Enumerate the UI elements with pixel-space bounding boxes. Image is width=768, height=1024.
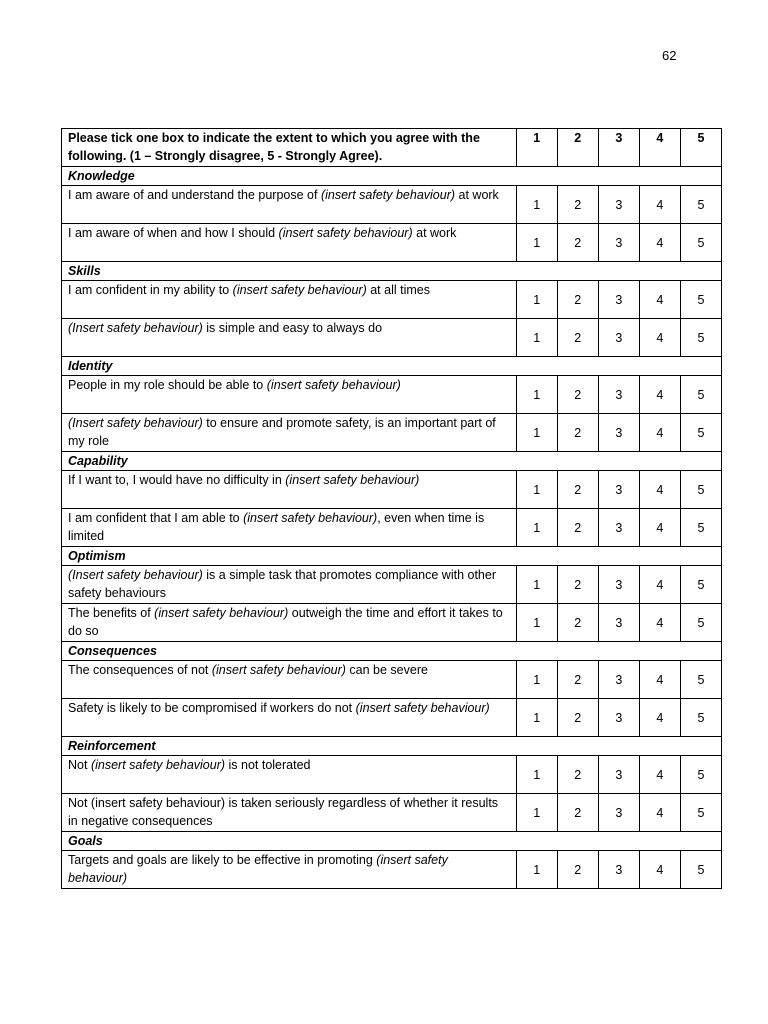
statement-row [62, 186, 722, 224]
statement-text [62, 509, 517, 547]
rating-box-3[interactable]: 3 [598, 756, 639, 794]
rating-box-4[interactable]: 4 [639, 509, 680, 547]
statement-fragment: If I want to, I would have no difficulty in [68, 473, 286, 487]
statement-row [62, 661, 722, 699]
rating-box-4[interactable]: 4 [639, 376, 680, 414]
section-row [62, 737, 722, 756]
rating-box-3[interactable]: 3 [598, 186, 639, 224]
rating-box-3[interactable]: 3 [598, 319, 639, 357]
statement-row [62, 281, 722, 319]
rating-box-5[interactable]: 5 [680, 224, 721, 262]
placeholder-text: (Insert safety behaviour) [68, 568, 203, 582]
statement-fragment: , even when time is limited [68, 511, 485, 543]
rating-box-1[interactable]: 1 [516, 224, 557, 262]
statement-text [62, 186, 517, 224]
statement-fragment: I am aware of and understand the purpose of [68, 188, 321, 202]
rating-box-1[interactable]: 1 [516, 699, 557, 737]
statement-fragment: to ensure and promote safety, is an important part of my role [68, 416, 496, 448]
rating-box-2[interactable]: 2 [557, 566, 598, 604]
scale-header-5: 5 [680, 129, 721, 167]
rating-box-5[interactable]: 5 [680, 471, 721, 509]
section-row [62, 357, 722, 376]
statement-row [62, 566, 722, 604]
rating-box-5[interactable]: 5 [680, 604, 721, 642]
rating-box-1[interactable]: 1 [516, 566, 557, 604]
rating-box-4[interactable]: 4 [639, 699, 680, 737]
section-title: Skills [62, 262, 722, 281]
statement-row [62, 699, 722, 737]
statement-row [62, 604, 722, 642]
statement-text [62, 281, 517, 319]
statement-text [62, 566, 517, 604]
placeholder-text: (insert safety behaviour) [278, 226, 413, 240]
rating-box-5[interactable]: 5 [680, 376, 721, 414]
rating-box-3[interactable]: 3 [598, 414, 639, 452]
rating-box-5[interactable]: 5 [680, 319, 721, 357]
rating-box-4[interactable]: 4 [639, 281, 680, 319]
header-row [62, 129, 722, 167]
placeholder-text: (insert safety behaviour) [266, 378, 401, 392]
rating-box-4[interactable]: 4 [639, 851, 680, 889]
placeholder-text: (insert safety behaviour) [285, 473, 420, 487]
rating-box-4[interactable]: 4 [639, 319, 680, 357]
rating-box-5[interactable]: 5 [680, 851, 721, 889]
rating-box-5[interactable]: 5 [680, 756, 721, 794]
rating-box-2[interactable]: 2 [557, 414, 598, 452]
rating-box-1[interactable]: 1 [516, 851, 557, 889]
rating-box-2[interactable]: 2 [557, 851, 598, 889]
rating-box-1[interactable]: 1 [516, 376, 557, 414]
rating-box-2[interactable]: 2 [557, 699, 598, 737]
rating-box-4[interactable]: 4 [639, 471, 680, 509]
statement-row [62, 756, 722, 794]
rating-box-1[interactable]: 1 [516, 661, 557, 699]
statement-text [62, 319, 517, 357]
statement-fragment: at all times [366, 283, 430, 297]
section-row [62, 642, 722, 661]
rating-box-2[interactable]: 2 [557, 604, 598, 642]
statement-text [62, 756, 517, 794]
scale-header-4: 4 [639, 129, 680, 167]
rating-box-3[interactable]: 3 [598, 851, 639, 889]
statement-fragment: People in my role should be able to [68, 378, 267, 392]
rating-box-1[interactable]: 1 [516, 319, 557, 357]
statement-row [62, 414, 722, 452]
rating-box-1[interactable]: 1 [516, 186, 557, 224]
survey-table [61, 128, 722, 889]
rating-box-4[interactable]: 4 [639, 414, 680, 452]
statement-fragment: outweigh the time and effort it takes to do so [68, 606, 503, 638]
placeholder-text: (insert safety behaviour) [211, 663, 346, 677]
scale-header-2: 2 [557, 129, 598, 167]
section-title: Capability [62, 452, 722, 471]
statement-fragment: can be severe [345, 663, 428, 677]
rating-box-5[interactable]: 5 [680, 509, 721, 547]
placeholder-text: (insert safety behaviour) [232, 283, 367, 297]
section-row [62, 547, 722, 566]
statement-fragment: I am aware of when and how I should [68, 226, 279, 240]
statement-fragment: is simple and easy to always do [202, 321, 383, 335]
statement-row [62, 794, 722, 832]
statement-fragment: I am confident that I am able to [68, 511, 244, 525]
rating-box-2[interactable]: 2 [557, 794, 598, 832]
placeholder-text: (insert safety behaviour) [68, 853, 448, 885]
placeholder-text: (insert safety behaviour) [154, 606, 289, 620]
rating-box-4[interactable]: 4 [639, 566, 680, 604]
placeholder-text: (insert safety behaviour) [243, 511, 378, 525]
rating-box-5[interactable]: 5 [680, 699, 721, 737]
rating-box-2[interactable]: 2 [557, 281, 598, 319]
rating-box-3[interactable]: 3 [598, 661, 639, 699]
rating-box-2[interactable]: 2 [557, 509, 598, 547]
rating-box-2[interactable]: 2 [557, 224, 598, 262]
statement-fragment: is not tolerated [225, 758, 311, 772]
rating-box-5[interactable]: 5 [680, 186, 721, 224]
rating-box-5[interactable]: 5 [680, 414, 721, 452]
rating-box-4[interactable]: 4 [639, 794, 680, 832]
statement-text [62, 376, 517, 414]
statement-text [62, 604, 517, 642]
survey-body [62, 167, 722, 889]
rating-box-5[interactable]: 5 [680, 281, 721, 319]
rating-box-1[interactable]: 1 [516, 604, 557, 642]
statement-fragment: Not (insert safety behaviour) is taken seriously regardless of whether it results in negative consequences [68, 796, 499, 828]
statement-text [62, 851, 517, 889]
rating-box-3[interactable]: 3 [598, 794, 639, 832]
rating-box-2[interactable]: 2 [557, 319, 598, 357]
rating-box-3[interactable]: 3 [598, 566, 639, 604]
rating-box-4[interactable]: 4 [639, 186, 680, 224]
placeholder-text: (Insert safety behaviour) [68, 321, 203, 335]
statement-fragment: at work [455, 188, 499, 202]
statement-fragment: is a simple task that promotes compliance with other safety behaviours [68, 568, 496, 600]
rating-box-2[interactable]: 2 [557, 661, 598, 699]
statement-text [62, 794, 517, 832]
page-number: 62 [662, 48, 677, 63]
statement-fragment: Targets and goals are likely to be effective in promoting [68, 853, 377, 867]
section-row [62, 452, 722, 471]
section-title: Knowledge [62, 167, 722, 186]
scale-header-3: 3 [598, 129, 639, 167]
rating-box-2[interactable]: 2 [557, 376, 598, 414]
statement-row [62, 851, 722, 889]
statement-row [62, 471, 722, 509]
statement-fragment: at work [412, 226, 457, 240]
rating-box-2[interactable]: 2 [557, 756, 598, 794]
rating-box-5[interactable]: 5 [680, 566, 721, 604]
rating-box-4[interactable]: 4 [639, 604, 680, 642]
statement-row [62, 319, 722, 357]
statement-text [62, 471, 517, 509]
rating-box-3[interactable]: 3 [598, 224, 639, 262]
rating-box-2[interactable]: 2 [557, 186, 598, 224]
rating-box-4[interactable]: 4 [639, 661, 680, 699]
placeholder-text: (Insert safety behaviour) [68, 416, 203, 430]
section-row [62, 262, 722, 281]
statement-text [62, 699, 517, 737]
rating-box-4[interactable]: 4 [639, 224, 680, 262]
rating-box-1[interactable]: 1 [516, 414, 557, 452]
section-title: Consequences [62, 642, 722, 661]
rating-box-1[interactable]: 1 [516, 794, 557, 832]
rating-box-3[interactable]: 3 [598, 509, 639, 547]
placeholder-text: (insert safety behaviour) [355, 701, 490, 715]
section-title: Optimism [62, 547, 722, 566]
rating-box-3[interactable]: 3 [598, 699, 639, 737]
placeholder-text: (insert safety behaviour) [90, 758, 226, 772]
rating-box-2[interactable]: 2 [557, 471, 598, 509]
statement-row [62, 224, 722, 262]
statement-row [62, 509, 722, 547]
rating-box-1[interactable]: 1 [516, 281, 557, 319]
section-title: Reinforcement [62, 737, 722, 756]
statement-fragment: The consequences of not [68, 663, 212, 677]
section-row [62, 832, 722, 851]
rating-box-5[interactable]: 5 [680, 794, 721, 832]
instruction-text: Please tick one box to indicate the extent to which you agree with the following. (1 – Strongly disagree, 5 - Strongly Agree). [62, 129, 517, 167]
placeholder-text: (insert safety behaviour) [320, 188, 456, 202]
rating-box-1[interactable]: 1 [516, 509, 557, 547]
rating-box-3[interactable]: 3 [598, 281, 639, 319]
statement-row [62, 376, 722, 414]
rating-box-3[interactable]: 3 [598, 604, 639, 642]
statement-text [62, 224, 517, 262]
rating-box-4[interactable]: 4 [639, 756, 680, 794]
statement-fragment: I am confident in my ability to [68, 283, 233, 297]
rating-box-3[interactable]: 3 [598, 471, 639, 509]
rating-box-5[interactable]: 5 [680, 661, 721, 699]
statement-fragment: Safety is likely to be compromised if workers do not [68, 701, 356, 715]
statement-text [62, 414, 517, 452]
section-title: Identity [62, 357, 722, 376]
statement-text [62, 661, 517, 699]
rating-box-1[interactable]: 1 [516, 756, 557, 794]
scale-header-1: 1 [516, 129, 557, 167]
rating-box-3[interactable]: 3 [598, 376, 639, 414]
statement-fragment: The benefits of [68, 606, 155, 620]
section-row [62, 167, 722, 186]
section-title: Goals [62, 832, 722, 851]
statement-fragment: Not [68, 758, 91, 772]
rating-box-1[interactable]: 1 [516, 471, 557, 509]
